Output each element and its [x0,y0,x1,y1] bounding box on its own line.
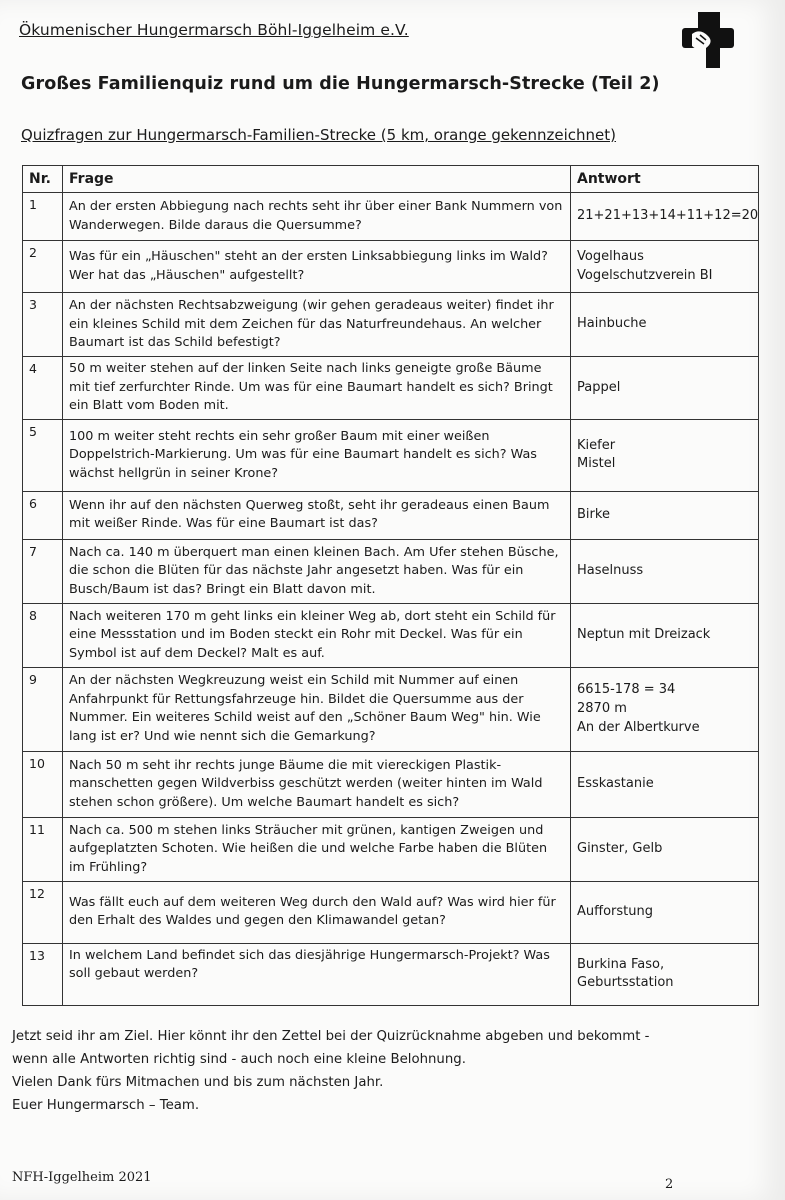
row-question: 100 m weiter steht rechts ein sehr großer Baum mit einer weißen Doppelstrich-Markierung. Um was für eine Baumart handelt es sich? Was wächst hellgrün in seiner Krone? [63,419,571,491]
row-answer: Kiefer Mistel [571,419,759,491]
row-question: Nach ca. 140 m überquert man einen kleinen Bach. Am Ufer stehen Büsche, die schon die Blüten für das nächste Jahr angesetzt haben. Was für ein Busch/Baum ist das? Bringt ein Blatt davon mit. [63,539,571,603]
row-answer: Neptun mit Dreizack [571,603,759,667]
row-nr: 12 [23,881,63,943]
closing-line: Jetzt seid ihr am Ziel. Hier könnt ihr den Zettel bei der Quizrücknahme abgeben und bekommt - [12,1029,650,1044]
row-question: An der nächsten Rechtsabzweigung (wir gehen geradeaus weiter) findet ihr ein kleines Schild mit dem Zeichen für das Naturfreundehaus. An welcher Baumart ist das Schild befestigt? [63,293,571,357]
table-row [23,293,759,357]
row-question: Nach ca. 500 m stehen links Sträucher mit grünen, kantigen Zweigen und aufgeplatzten Schoten. Wie heißen die und welche Farbe haben die Blüten im Frühling? [63,817,571,881]
table-row [23,193,759,241]
closing-line: Euer Hungermarsch – Team. [12,1097,200,1113]
row-question: Was fällt euch auf dem weiteren Weg durch den Wald auf? Was wird hier für den Erhalt des Waldes und gegen den Klimawandel getan? [63,881,571,943]
row-nr: 2 [23,241,63,293]
row-answer: 6615-178 = 34 2870 m An der Albertkurve [571,667,759,751]
row-nr: 8 [23,603,63,667]
table-row [23,419,759,491]
table-row [23,241,759,293]
table-row [23,539,759,603]
row-nr: 3 [23,293,63,357]
row-nr: 10 [23,751,63,817]
table-row [23,603,759,667]
header-frage: Frage [63,166,571,193]
row-answer: Haselnuss [571,539,759,603]
table-row [23,943,759,1005]
row-question: In welchem Land befindet sich das diesjährige Hungermarsch-Projekt? Was soll gebaut werden? [63,943,571,1005]
row-answer: Burkina Faso, Geburtsstation [571,943,759,1005]
row-question: Wenn ihr auf den nächsten Querweg stoßt, seht ihr geradeaus einen Baum mit weißer Rinde. Was für eine Baumart ist das? [63,491,571,539]
closing-text [12,1026,649,1117]
footer-source: NFH-Iggelheim 2021 [12,1170,152,1185]
row-answer: Birke [571,491,759,539]
row-nr: 4 [23,357,63,420]
row-answer: Aufforstung [571,881,759,943]
table-row [23,881,759,943]
row-question: 50 m weiter stehen auf der linken Seite nach links geneigte große Bäume mit tief zerfurchter Rinde. Um was für eine Baumart handelt es sich? Bringt ein Blatt vom Boden mit. [63,357,571,420]
row-question: An der ersten Abbiegung nach rechts seht ihr über einer Bank Nummern von Wanderwegen. Bilde daraus die Quersumme? [63,193,571,241]
row-question: Was für ein „Häuschen" steht an der ersten Linksabbiegung links im Wald? Wer hat das „Häuschen" aufgestellt? [63,241,571,293]
table-row [23,667,759,751]
quiz-subtitle: Quizfragen zur Hungermarsch-Familien-Strecke (5 km, orange gekennzeichnet) [21,126,616,144]
row-question: Nach weiteren 170 m geht links ein kleiner Weg ab, dort steht ein Schild für eine Messstation und im Boden steckt ein Rohr mit Deckel. Was für ein Symbol ist auf dem Deckel? Malt es auf. [63,603,571,667]
header-antwort: Antwort [571,166,759,193]
row-nr: 5 [23,419,63,491]
header-nr: Nr. [23,166,63,193]
row-question: Nach 50 m seht ihr rechts junge Bäume die mit viereckigen Plastik-manschetten gegen Wildverbiss geschützt werden (weiter hinten im Wald stehen schon größere). Um welche Baumart handelt es sich? [63,751,571,817]
row-answer: Ginster, Gelb [571,817,759,881]
row-answer: 21+21+13+14+11+12=20 [571,193,759,241]
table-row [23,817,759,881]
row-answer: Vogelhaus Vogelschutzverein BI [571,241,759,293]
page-number: 2 [665,1177,674,1192]
quiz-table [22,165,759,1006]
table-row [23,491,759,539]
row-nr: 11 [23,817,63,881]
hungermarsch-logo-icon [682,12,734,68]
row-nr: 1 [23,193,63,241]
table-header-row [23,166,759,193]
row-nr: 7 [23,539,63,603]
closing-line: wenn alle Antworten richtig sind - auch noch eine kleine Belohnung. [12,1051,466,1067]
closing-line: Vielen Dank fürs Mitmachen und bis zum nächsten Jahr. [12,1074,384,1090]
row-nr: 9 [23,667,63,751]
row-answer: Pappel [571,357,759,420]
row-answer: Hainbuche [571,293,759,357]
row-answer: Esskastanie [571,751,759,817]
row-nr: 6 [23,491,63,539]
row-nr: 13 [23,943,63,1005]
table-row [23,751,759,817]
table-row [23,357,759,420]
row-question: An der nächsten Wegkreuzung weist ein Schild mit Nummer auf einen Anfahrpunkt für Rettungsfahrzeuge hin. Bildet die Quersumme aus der Nummer. Ein weiteres Schild weist auf den „Schöner Baum Weg" hin. Wie lang ist er? Und wie nennt sich die Gemarkung? [63,667,571,751]
organization-name: Ökumenischer Hungermarsch Böhl-Iggelheim e.V. [19,21,409,39]
quiz-title: Großes Familienquiz rund um die Hungermarsch-Strecke (Teil 2) [21,74,660,94]
